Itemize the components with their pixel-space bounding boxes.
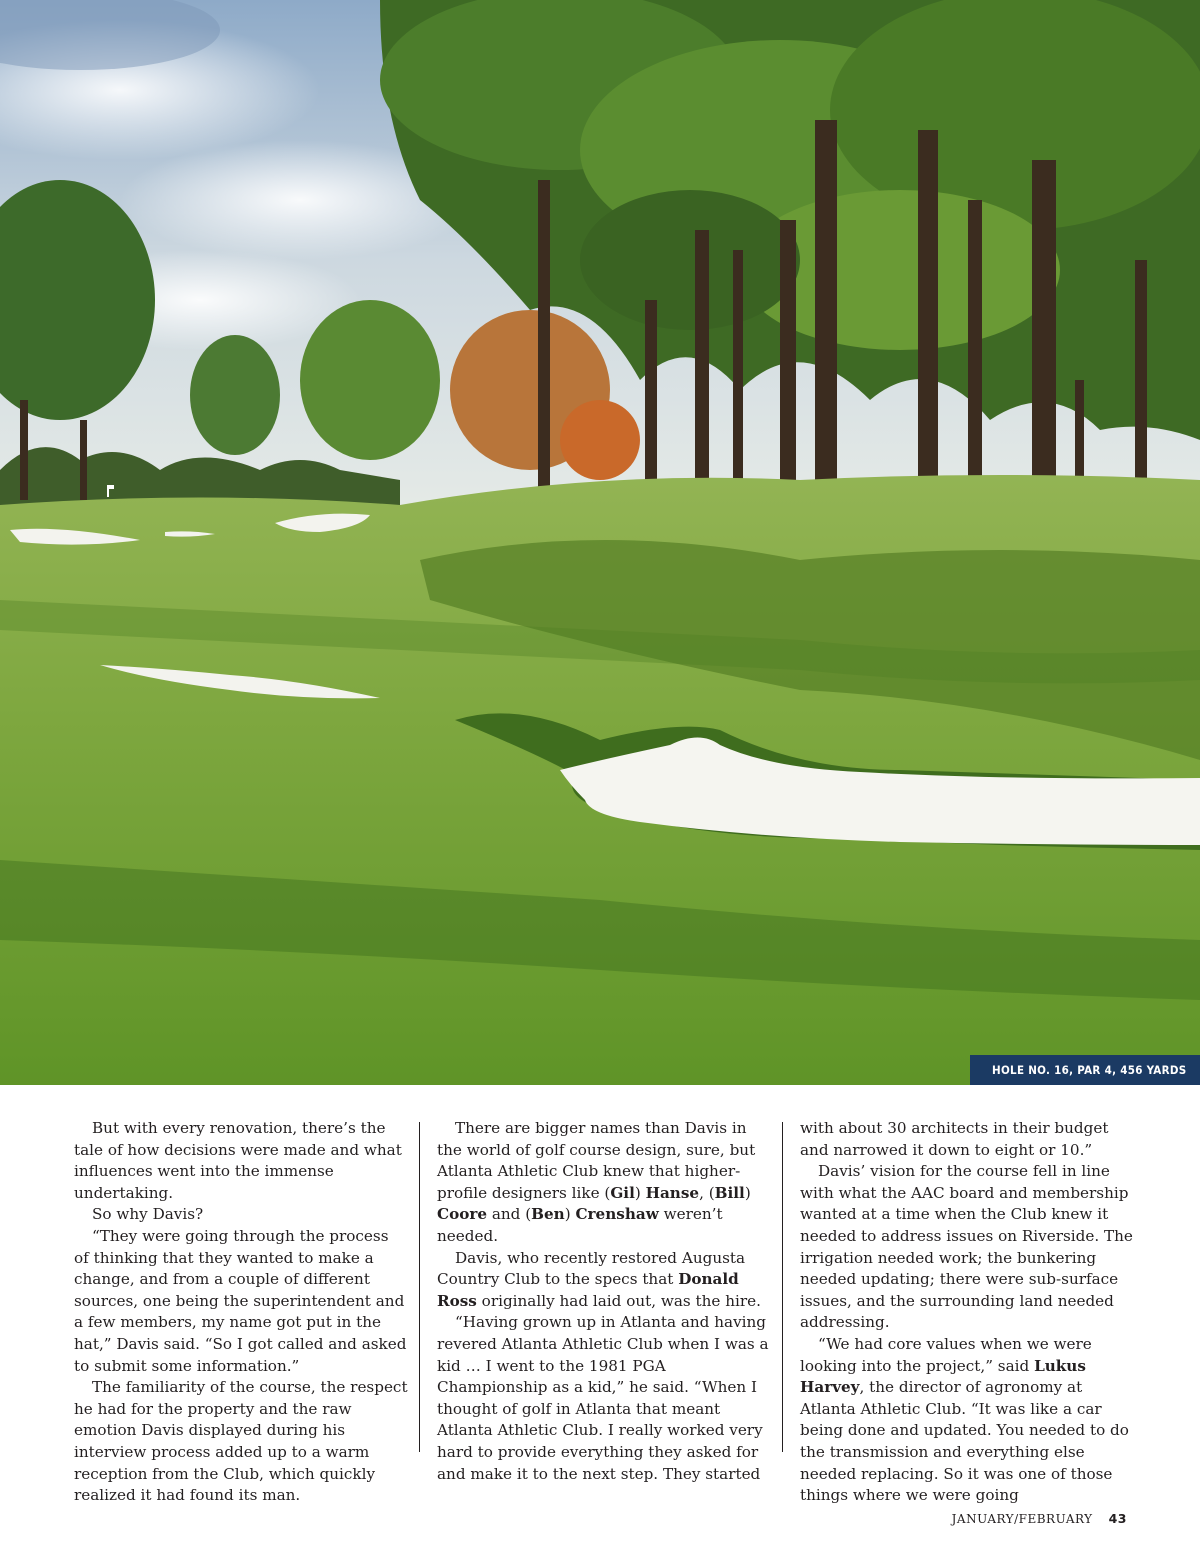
- paragraph: Davis’ vision for the course fell in line with what the AAC board and membership wanted at a time when the Club knew it needed to address issues on Riverside. The irrigation needed work; the bunkering needed updating; there were sub-surface issues, and the surrounding land needed addressing.: [800, 1162, 1133, 1332]
- text-run: weren’t needed.: [437, 1205, 723, 1245]
- text-run: originally had laid out, was the hire.: [476, 1291, 761, 1310]
- article-column-1: [74, 1118, 408, 1507]
- text-run: and (: [487, 1205, 532, 1224]
- page-footer: [952, 1511, 1127, 1526]
- text-run: There are bigger names than Davis in the world of golf course design, sure, but Atlanta Athletic Club knew that higher-profile designers like (: [437, 1119, 756, 1202]
- paragraph: So why Davis?: [92, 1205, 204, 1224]
- name-bill: Bill: [714, 1183, 745, 1202]
- text-run: ): [634, 1183, 646, 1202]
- paragraph: [437, 1118, 771, 1248]
- text-run: , the director of agronomy at Atlanta Athletic Club. “It was like a car being done and updated. You needed to do the transmission and everything else needed replacing. So it was one of those things where we were going: [800, 1378, 1129, 1505]
- name-lukus-harvey: Lukus Harvey: [800, 1356, 1086, 1397]
- text-run: “We had core values when we were looking into the project,” said: [800, 1334, 1092, 1375]
- paragraph: [437, 1248, 771, 1313]
- paragraph: But with every renovation, there’s the tale of how decisions were made and what influences went into the immense undertaking.: [74, 1119, 402, 1202]
- paragraph: “They were going through the process of thinking that they wanted to make a change, and from a couple of different sources, one being the superintendent and a few members, my name got put in the hat,” Davis said. “So I got called and asked to submit some information.”: [74, 1226, 407, 1375]
- name-coore: Coore: [437, 1205, 488, 1224]
- article-body: [74, 1118, 1134, 1505]
- name-gil: Gil: [610, 1183, 635, 1202]
- article-column-2: [437, 1118, 771, 1485]
- text-run: , (: [699, 1183, 715, 1202]
- name-ben: Ben: [531, 1205, 565, 1224]
- issue-label: JANUARY/FEBRUARY: [951, 1512, 1093, 1526]
- name-hanse: Hanse: [645, 1183, 700, 1202]
- name-donald-ross: Donald Ross: [437, 1270, 739, 1310]
- text-run: ): [744, 1183, 751, 1202]
- paragraph: The familiarity of the course, the respect he had for the property and the raw emotion Davis displayed during his interview process added up to a warm reception from the Club, which quickly realized it had found its man.: [74, 1378, 408, 1505]
- column-divider: [419, 1122, 420, 1452]
- text-run: ): [564, 1205, 576, 1224]
- paragraph: “Having grown up in Atlanta and having revered Atlanta Athletic Club when I was a kid … I went to the 1981 PGA Championship as a kid,” he said. “When I thought of golf in Atlanta that meant Atlanta Athletic Club. I really worked very hard to provide everything they asked for and make it to the next step. They started: [437, 1313, 769, 1483]
- paragraph: with about 30 architects in their budget and narrowed it down to eight or 10.”: [800, 1119, 1109, 1159]
- photo-caption: HOLE NO. 16, PAR 4, 456 YARDS: [970, 1055, 1200, 1085]
- column-divider: [782, 1122, 783, 1452]
- article-column-3: [800, 1118, 1134, 1507]
- paragraph: [800, 1334, 1134, 1507]
- page-number: 43: [1108, 1511, 1127, 1526]
- name-crenshaw: Crenshaw: [575, 1205, 659, 1224]
- text-run: Davis, who recently restored Augusta Country Club to the specs that: [437, 1248, 746, 1289]
